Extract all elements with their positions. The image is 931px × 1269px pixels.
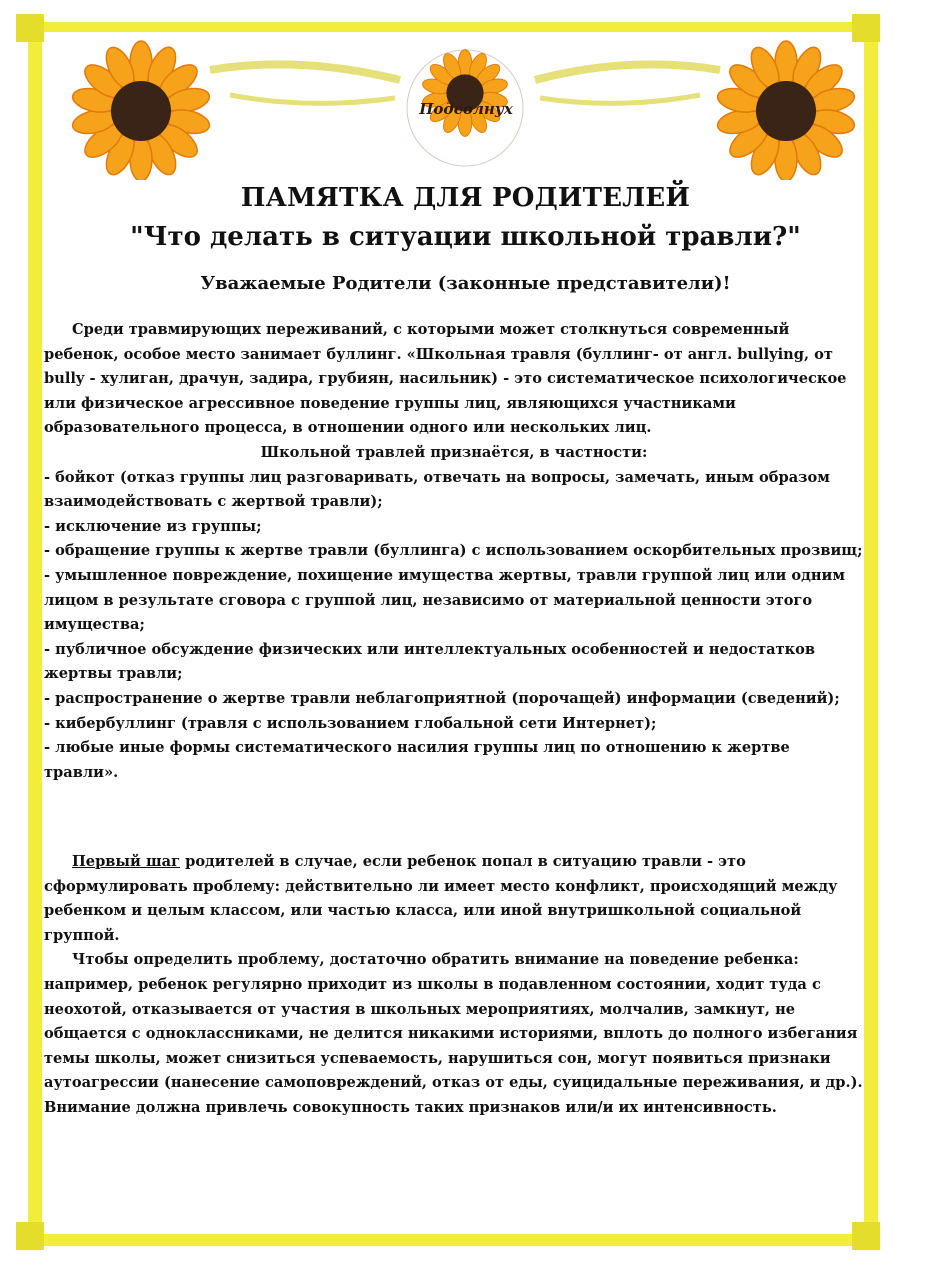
sunflower-right-icon — [715, 41, 856, 180]
logo-text: Подсолнух — [419, 100, 513, 118]
frame-bottom — [28, 1234, 878, 1246]
list-item: - обращение группы к жертве травли (буллинга) с использованием оскорбительных прозвищ; — [44, 542, 863, 560]
first-step-section — [44, 850, 864, 1121]
swirl-left — [210, 64, 400, 80]
list-item: - исключение из группы; — [44, 517, 262, 535]
swirl-right — [535, 64, 720, 80]
header-decoration — [0, 0, 931, 180]
greeting: Уважаемые Родители (законные представители)! — [200, 273, 731, 294]
page-subtitle: "Что делать в ситуации школьной травли?" — [130, 222, 801, 252]
frame-corner-br — [852, 1222, 880, 1250]
page-title: ПАМЯТКА ДЛЯ РОДИТЕЛЕЙ — [240, 183, 691, 213]
list-item: - любые иные формы систематического насилия группы лиц по отношению к жертве травли». — [44, 739, 790, 781]
list-item: - распространение о жертве травли неблагоприятной (порочащей) информации (сведений); — [44, 689, 840, 707]
intro-paragraph: Среди травмирующих переживаний, с которыми может столкнуться современный ребенок, особое место занимает буллинг. «Школьная травля (буллинг- от англ. bullying, от bully - хулиган, драчун, задира, грубиян, насильник) - это систематическое психологическое или физическое агрессивное поведение группы лиц, являющихся участниками образовательного процесса, в отношении одного или нескольких лиц. — [44, 321, 847, 437]
sunflower-left-icon — [70, 41, 211, 180]
intro-section — [44, 318, 864, 785]
frame-corner-bl — [16, 1222, 44, 1250]
list-item: - кибербуллинг (травля с использованием глобальной сети Интернет); — [44, 714, 657, 732]
first-step-text: родителей в случае, если ребенок попал в ситуацию травли - это сформулировать проблему: действительно ли имеет место конфликт, происходящий между ребенком и целым классом, или частью класса, или иной внутришкольной социальной группой. — [44, 853, 838, 944]
first-step-paragraph — [44, 850, 864, 948]
list-item: - умышленное повреждение, похищение имущества жертвы, травли группой лиц или одним лицом в результате сговора с группой лиц, независимо от материальной ценности этого имущества; — [44, 566, 846, 634]
list-item: - публичное обсуждение физических или интеллектуальных особенностей и недостатков жертвы травли; — [44, 640, 816, 683]
list-item: - бойкот (отказ группы лиц разговаривать, отвечать на вопросы, замечать, иным образом взаимодействовать с жертвой травли); — [44, 468, 830, 511]
first-step-label: Первый шаг — [72, 853, 181, 870]
behavior-paragraph: Чтобы определить проблему, достаточно обратить внимание на поведение ребенка: например, ребенок регулярно приходит из школы в подавленном состоянии, ходит туда с неохотой, отказывается от участия в школьных мероприятиях, молчалив, замкнут, не общается с одноклассниками, не делится никакими историями, вплоть до полного избегания темы школы, может снизиться успеваемость, нарушиться сон, могут появиться признаки аутоагрессии (нанесение самоповреждений, отказ от еды, суицидальные переживания, и др.). Внимание должна привлечь совокупность таких признаков или/и их интенсивность. — [44, 951, 863, 1116]
list-heading: Школьной травлей признаётся, в частности: — [260, 443, 648, 461]
frame-left — [28, 24, 42, 1246]
